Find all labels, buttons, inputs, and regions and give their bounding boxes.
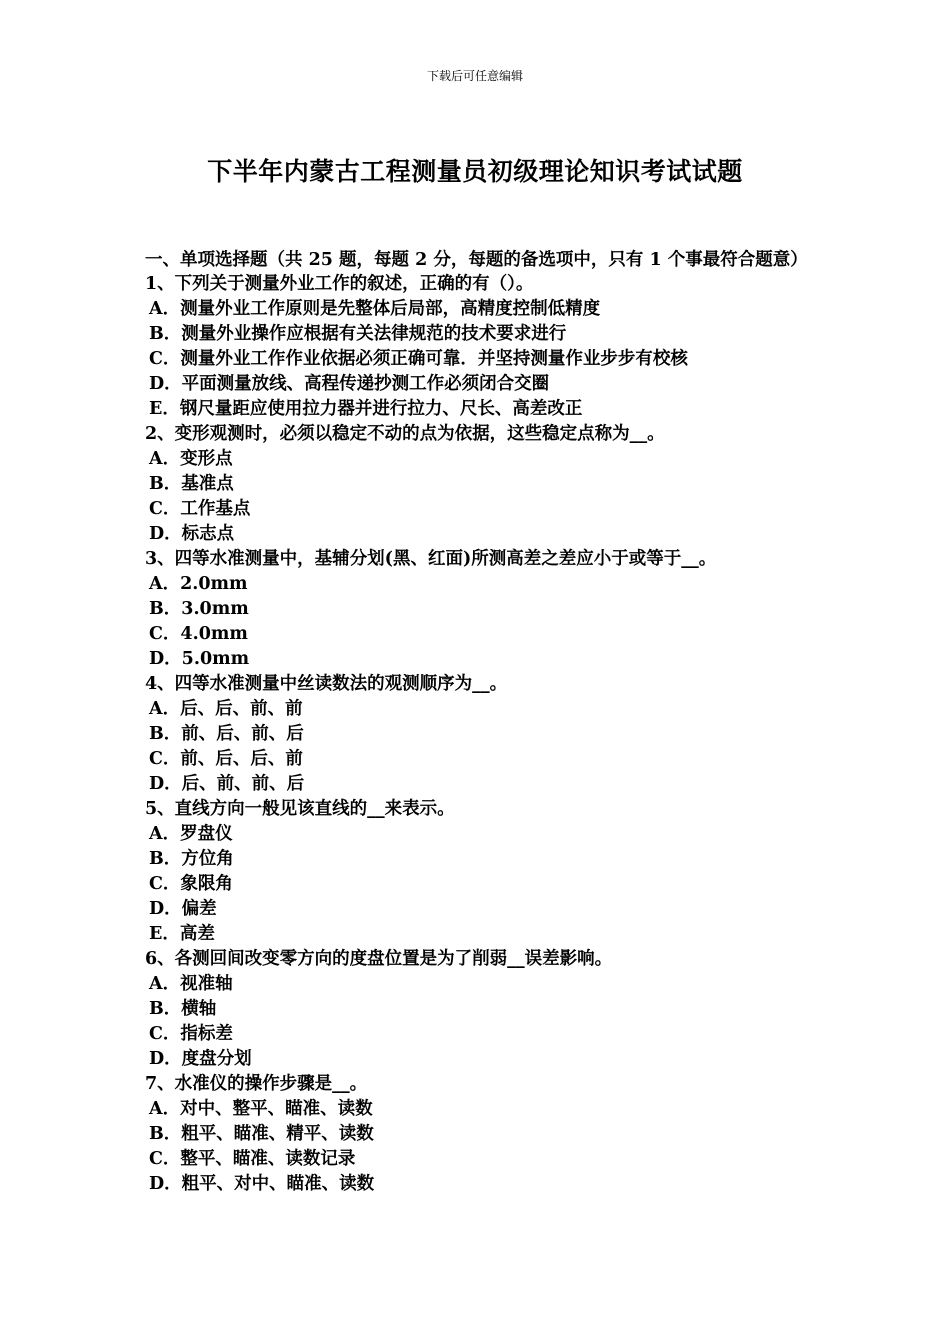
answer-option: B．3.0mm: [149, 599, 249, 619]
answer-option: C．前、后、后、前: [149, 749, 303, 769]
answer-option: C．整平、瞄准、读数记录: [149, 1149, 356, 1169]
answer-option: B．测量外业操作应根据有关法律规范的技术要求进行: [149, 324, 567, 344]
answer-option: A．对中、整平、瞄准、读数: [149, 1099, 373, 1119]
answer-option: C．4.0mm: [149, 624, 248, 644]
answer-option: E．高差: [149, 924, 215, 944]
section-heading: 一、单项选择题（共 25 题，每题 2 分，每题的备选项中，只有 1 个事最符合题意）: [145, 250, 808, 270]
answer-option: A．后、后、前、前: [149, 699, 303, 719]
answer-option: B．横轴: [149, 999, 217, 1019]
question-text: 1、下列关于测量外业工作的叙述，正确的有（）。: [145, 274, 534, 294]
answer-option: C．工作基点: [149, 499, 251, 519]
question-text: 5、直线方向一般见该直线的__来表示。: [145, 799, 455, 819]
page-header: 下载后可任意编辑: [426, 69, 523, 83]
answer-option: D．5.0mm: [149, 649, 250, 669]
question-text: 7、水准仪的操作步骤是__。: [145, 1074, 368, 1094]
answer-option: B．基准点: [149, 474, 234, 494]
answer-option: B．前、后、前、后: [149, 724, 304, 744]
answer-option: D．后、前、前、后: [149, 774, 305, 794]
question-block: [145, 672, 815, 797]
question-list: [145, 272, 815, 1197]
answer-option: D．平面测量放线、高程传递抄测工作必须闭合交圈: [149, 374, 550, 394]
question-block: [145, 547, 815, 672]
answer-option: A．罗盘仪: [149, 824, 233, 844]
answer-option: D．偏差: [149, 899, 217, 919]
answer-option: A．2.0mm: [149, 574, 248, 594]
answer-option: C．指标差: [149, 1024, 233, 1044]
answer-option: E．钢尺量距应使用拉力器并进行拉力、尺长、高差改正: [149, 399, 583, 419]
question-block: [145, 797, 815, 947]
question-block: [145, 1072, 815, 1197]
question-text: 4、四等水准测量中丝读数法的观测顺序为__。: [145, 674, 508, 694]
question-text: 3、四等水准测量中，基辅分划(黑、红面)所测高差之差应小于或等于__。: [145, 549, 717, 569]
page-title: 下半年内蒙古工程测量员初级理论知识考试试题: [207, 157, 743, 186]
answer-option: C．测量外业工作作业依据必须正确可靠．并坚持测量作业步步有校核: [149, 349, 688, 369]
exam-content: [145, 248, 815, 1197]
question-block: [145, 272, 815, 422]
answer-option: A．测量外业工作原则是先整体后局部，高精度控制低精度: [149, 299, 601, 319]
answer-option: B．方位角: [149, 849, 234, 869]
answer-option: A．视准轴: [149, 974, 233, 994]
answer-option: D．度盘分划: [149, 1049, 252, 1069]
answer-option: D．标志点: [149, 524, 235, 544]
answer-option: D．粗平、对中、瞄准、读数: [149, 1174, 375, 1194]
answer-option: C．象限角: [149, 874, 233, 894]
question-text: 2、变形观测时，必须以稳定不动的点为依据，这些稳定点称为__。: [145, 424, 665, 444]
question-text: 6、各测回间改变零方向的度盘位置是为了削弱__误差影响。: [145, 949, 613, 969]
answer-option: A．变形点: [149, 449, 233, 469]
answer-option: B．粗平、瞄准、精平、读数: [149, 1124, 374, 1144]
question-block: [145, 947, 815, 1072]
question-block: [145, 422, 815, 547]
